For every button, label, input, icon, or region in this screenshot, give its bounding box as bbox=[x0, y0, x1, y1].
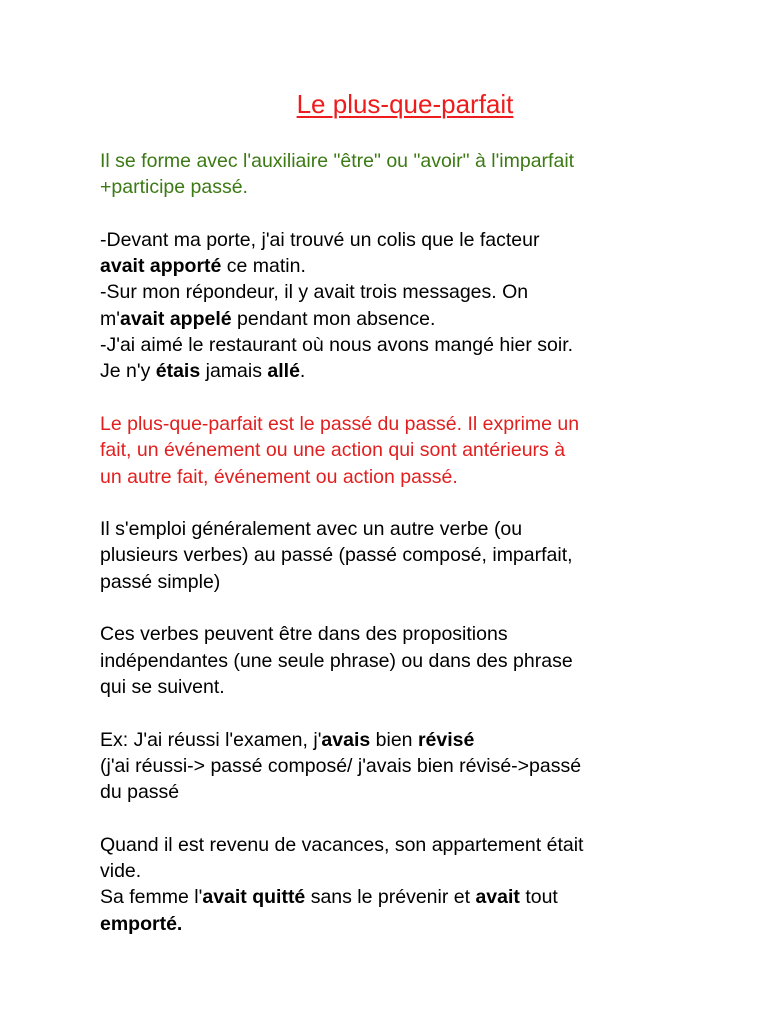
ex-paragraph bbox=[100, 727, 690, 806]
story-paragraph bbox=[100, 832, 690, 937]
usage-line: passé simple) bbox=[100, 570, 221, 593]
bold-verb: allé bbox=[267, 360, 300, 383]
story-line bbox=[100, 884, 690, 910]
example-line bbox=[100, 358, 690, 384]
story-line: vide. bbox=[100, 860, 142, 883]
story-text: Sa femme l' bbox=[100, 886, 203, 909]
story-text: tout bbox=[519, 886, 558, 909]
example-line: -Sur mon répondeur, il y avait trois messages. On bbox=[100, 281, 529, 304]
usage-line: plusieurs verbes) au passé (passé composé, imparfait, bbox=[100, 544, 573, 567]
example-text: . bbox=[299, 360, 306, 383]
example-line bbox=[100, 253, 690, 279]
ex-text: bien bbox=[370, 728, 418, 751]
intro-line: +participe passé. bbox=[100, 176, 248, 199]
usage-paragraph bbox=[100, 516, 690, 595]
usage-line: Il s'emploi généralement avec un autre verbe (ou bbox=[100, 518, 523, 541]
propositions-line: indépendantes (une seule phrase) ou dans des phrase bbox=[100, 649, 573, 672]
example-text: m' bbox=[100, 307, 120, 330]
page-title: Le plus-que-parfait bbox=[296, 89, 514, 119]
bold-verb: révisé bbox=[417, 728, 475, 751]
bold-verb: avait quitté bbox=[202, 886, 306, 909]
bold-verb: avait bbox=[475, 886, 520, 909]
document-page bbox=[100, 86, 690, 937]
example-text: pendant mon absence. bbox=[231, 307, 436, 330]
propositions-line: qui se suivent. bbox=[100, 675, 225, 698]
ex-line: (j'ai réussi-> passé composé/ j'avais bien révisé->passé bbox=[100, 754, 582, 777]
definition-line: fait, un événement ou une action qui sont antérieurs à bbox=[100, 439, 566, 462]
example-text: jamais bbox=[200, 360, 268, 383]
bold-verb: avait apporté bbox=[100, 255, 222, 278]
definition-line: Le plus-que-parfait est le passé du passé. Il exprime un bbox=[100, 412, 580, 435]
example-text: Je n'y bbox=[100, 360, 156, 383]
propositions-line: Ces verbes peuvent être dans des propositions bbox=[100, 623, 508, 646]
ex-text: Ex: J'ai réussi l'examen, j' bbox=[100, 728, 322, 751]
story-line bbox=[100, 911, 690, 937]
definition-line: un autre fait, événement ou action passé. bbox=[100, 465, 458, 488]
example-line: -Devant ma porte, j'ai trouvé un colis que le facteur bbox=[100, 228, 540, 251]
examples-paragraph bbox=[100, 227, 690, 385]
ex-line bbox=[100, 727, 690, 753]
example-line: -J'ai aimé le restaurant où nous avons mangé hier soir. bbox=[100, 334, 574, 357]
bold-verb: étais bbox=[155, 360, 201, 383]
example-text: ce matin. bbox=[221, 255, 306, 278]
bold-verb: emporté. bbox=[100, 912, 183, 935]
ex-line: du passé bbox=[100, 781, 180, 804]
example-line bbox=[100, 306, 690, 332]
bold-verb: avais bbox=[321, 728, 371, 751]
definition-paragraph bbox=[100, 411, 690, 490]
story-text: sans le prévenir et bbox=[305, 886, 476, 909]
propositions-paragraph bbox=[100, 621, 690, 700]
intro-line: Il se forme avec l'auxiliaire "être" ou "avoir" à l'imparfait bbox=[100, 150, 575, 172]
intro-paragraph bbox=[100, 148, 690, 201]
story-line: Quand il est revenu de vacances, son appartement était bbox=[100, 833, 584, 856]
bold-verb: avait appelé bbox=[119, 307, 232, 330]
